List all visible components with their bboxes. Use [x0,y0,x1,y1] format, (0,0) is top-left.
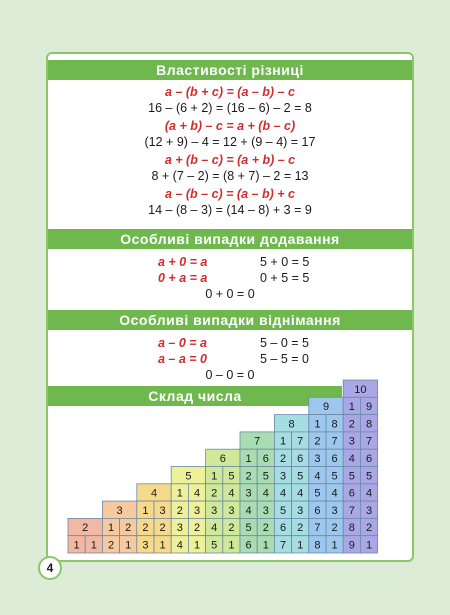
composition-part: 3 [245,487,252,500]
composition-part: 1 [314,418,321,431]
composition-part: 6 [279,522,287,535]
composition-part: 2 [331,522,338,535]
composition-part: 5 [245,522,252,535]
composition-number-3: 3 [116,504,123,517]
composition-part: 3 [228,504,235,517]
section-title-subtraction: Особливі випадки віднімання [48,310,412,330]
composition-part: 2 [193,522,201,535]
composition-part: 2 [348,418,355,431]
composition-part: 6 [348,487,355,500]
composition-part: 1 [193,539,201,552]
composition-part: 1 [262,539,269,552]
example-4: 14 – (8 – 3) = (14 – 8) + 3 = 9 [148,203,312,217]
composition-part: 7 [365,435,373,448]
composition-part: 4 [365,487,373,500]
composition-number-6: 6 [219,453,226,465]
composition-part: 4 [176,539,183,552]
composition-part: 2 [142,522,149,535]
addition-rule-1: a + 0 = a [158,255,208,269]
subtraction-rule-2: a – a = 0 [158,352,207,366]
composition-part: 2 [365,522,373,535]
composition-part: 4 [279,487,287,500]
composition-part: 2 [107,539,115,552]
example-2: (12 + 9) – 4 = 12 + (9 – 4) = 17 [144,135,316,149]
composition-part: 2 [279,453,287,465]
composition-part: 1 [107,522,115,535]
composition-number-8: 8 [288,418,295,431]
composition-part: 1 [90,539,97,552]
composition-part: 7 [297,435,304,448]
composition-part: 2 [228,522,235,535]
composition-part: 1 [142,504,149,517]
rule-4: a – (b – c) = (a – b) + c [165,187,295,201]
composition-part: 5 [228,470,235,483]
composition-part: 3 [314,453,321,465]
composition-part: 8 [331,418,338,431]
composition-part: 6 [262,453,269,465]
composition-part: 3 [193,504,201,517]
composition-part: 2 [314,435,321,448]
composition-part: 5 [297,470,304,483]
composition-part: 1 [245,453,252,465]
rule-3: a + (b – c) = (a + b) – c [164,153,296,167]
composition-part: 4 [314,470,321,483]
composition-part: 3 [142,539,149,552]
composition-part: 3 [297,504,304,517]
addition-example-1: 5 + 0 = 5 [260,255,310,269]
composition-part: 1 [365,539,373,552]
composition-part: 2 [211,487,218,500]
composition-number-7: 7 [254,435,261,448]
composition-part: 3 [331,504,338,517]
composition-number-4: 4 [150,487,158,500]
composition-part: 1 [331,539,338,552]
composition-part: 1 [176,487,183,500]
composition-part: 3 [211,504,218,517]
composition-part: 2 [125,522,132,535]
composition-part: 2 [245,470,252,483]
addition-example-2: 0 + 5 = 5 [260,271,310,285]
composition-part: 5 [331,470,338,483]
composition-part: 2 [159,522,166,535]
composition-number-5: 5 [185,470,192,483]
example-1: 16 – (6 + 2) = (16 – 6) – 2 = 8 [148,101,312,115]
composition-part: 4 [331,487,338,500]
composition-part: 4 [348,453,355,465]
composition-part: 1 [228,539,235,552]
composition-part: 4 [193,487,201,500]
composition-part: 8 [365,418,373,431]
composition-part: 5 [314,487,321,500]
composition-part: 2 [176,504,183,517]
composition-part: 5 [279,504,287,517]
composition-part: 5 [348,470,355,483]
composition-part: 6 [314,504,321,517]
composition-part: 7 [314,522,321,535]
composition-number-10: 10 [354,383,367,396]
composition-part: 1 [73,539,80,552]
composition-part: 9 [365,401,373,414]
addition-center: 0 + 0 = 0 [205,287,255,301]
composition-part: 5 [211,539,218,552]
composition-part: 1 [211,470,218,483]
rule-1: a – (b + c) = (a – b) – c [165,85,295,99]
composition-part: 1 [125,539,132,552]
section-title-addition: Особливі випадки додавання [48,229,412,249]
composition-part: 5 [262,470,269,483]
composition-part: 4 [262,487,269,500]
composition-part: 1 [159,539,166,552]
composition-part: 3 [176,522,183,535]
composition-part: 1 [297,539,304,552]
number-composition-grid [48,54,412,560]
composition-part: 6 [365,453,373,465]
composition-part: 2 [262,522,269,535]
composition-number-2: 2 [82,522,89,535]
subtraction-center: 0 – 0 = 0 [205,368,255,382]
addition-rule-2: 0 + a = a [158,271,208,285]
composition-part: 4 [211,522,218,535]
composition-part: 6 [331,453,338,465]
page-number: 4 [38,556,62,580]
composition-part: 3 [365,504,373,517]
composition-part: 9 [348,539,355,552]
composition-part: 7 [331,435,338,448]
composition-part: 8 [314,539,321,552]
section-title-difference: Властивості різниці [48,60,412,80]
composition-part: 7 [279,539,287,552]
composition-part: 3 [279,470,287,483]
composition-part: 7 [348,504,355,517]
composition-part: 4 [228,487,235,500]
composition-part: 3 [159,504,166,517]
composition-part: 6 [297,453,304,465]
subtraction-example-1: 5 – 0 = 5 [260,336,309,350]
section-title-composition: Склад числа [48,386,342,406]
composition-part: 4 [245,504,252,517]
composition-part: 6 [245,539,252,552]
composition-part: 1 [348,401,355,414]
example-3: 8 + (7 – 2) = (8 + 7) – 2 = 13 [151,169,309,183]
composition-part: 4 [297,487,304,500]
composition-part: 3 [262,504,269,517]
subtraction-rule-1: a – 0 = a [158,336,207,350]
composition-number-9: 9 [322,401,330,414]
rule-2: (a + b) – c = a + (b – c) [164,119,296,133]
composition-part: 1 [279,435,287,448]
composition-part: 8 [348,522,355,535]
subtraction-example-2: 5 – 5 = 0 [260,352,309,366]
rules-card [46,52,414,562]
composition-part: 2 [297,522,304,535]
composition-part: 5 [365,470,373,483]
composition-part: 3 [348,435,355,448]
